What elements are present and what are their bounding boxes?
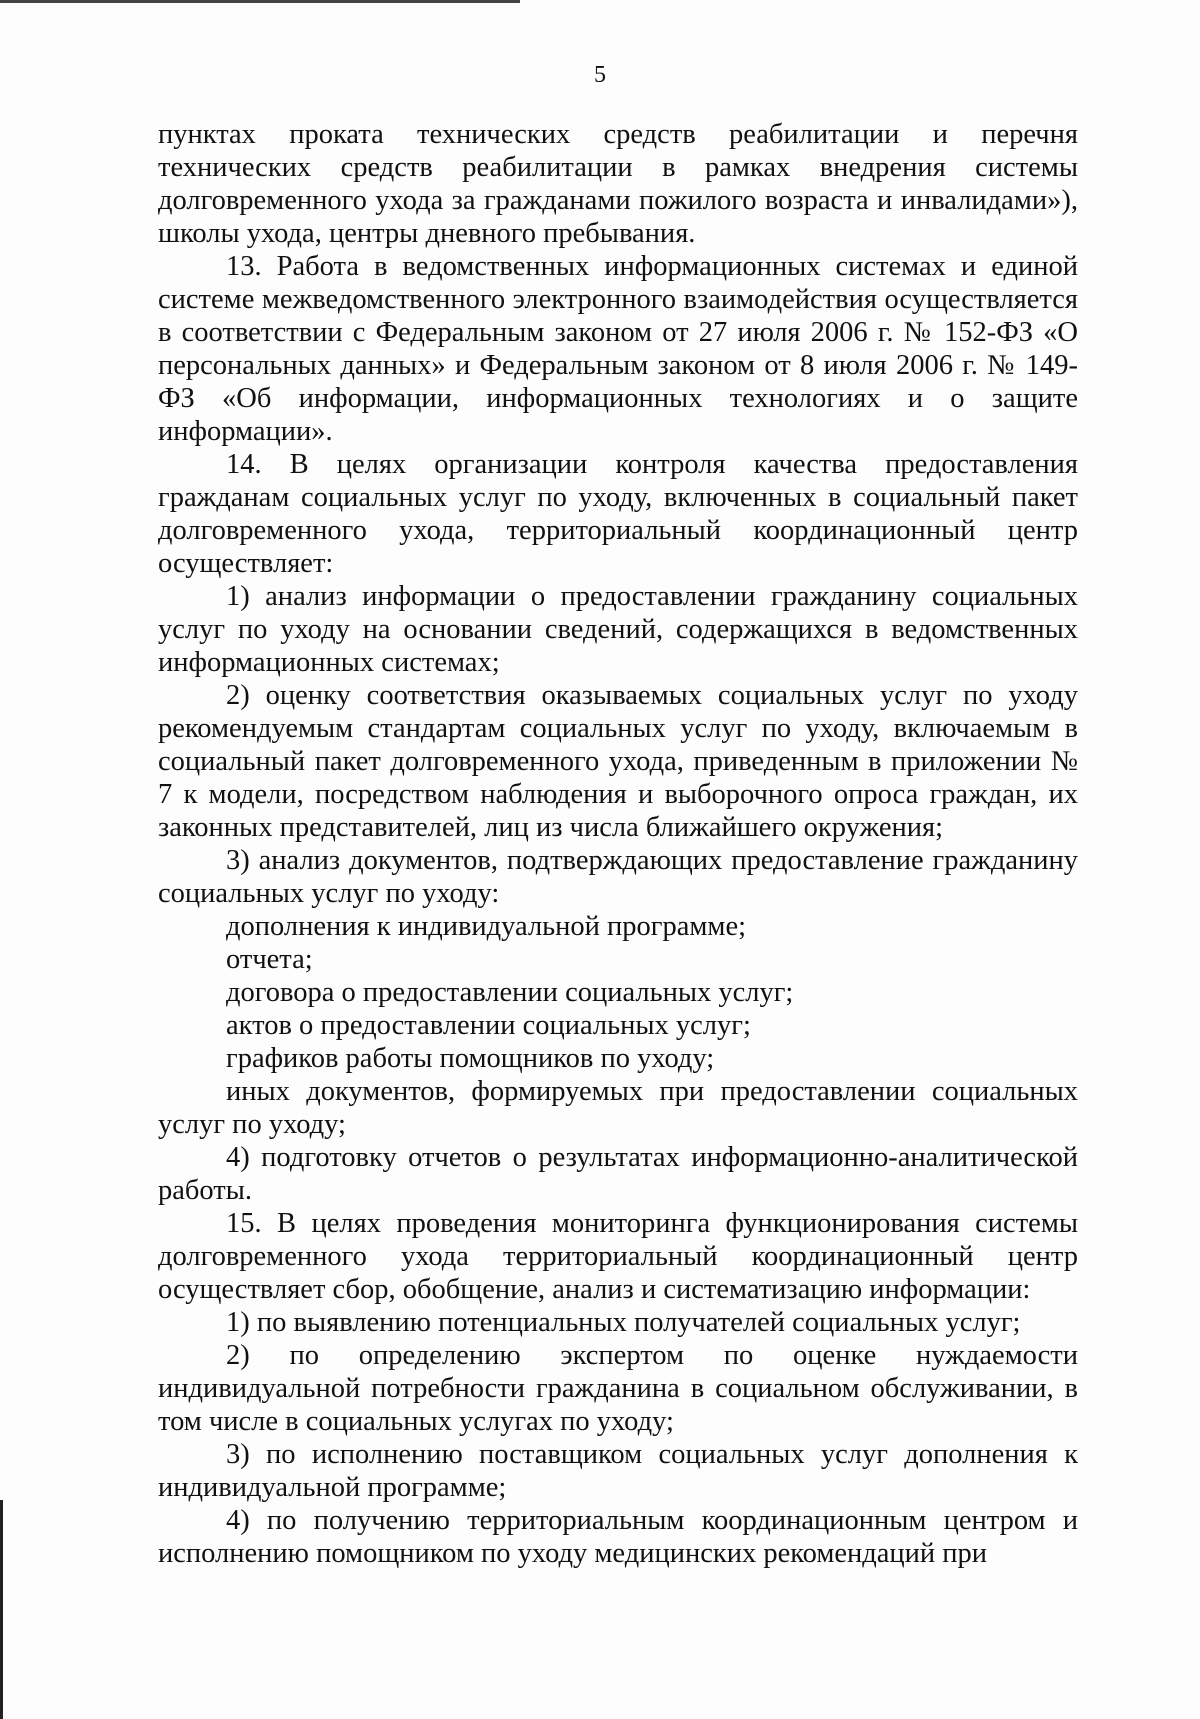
paragraph: 3) анализ документов, подтверждающих предоставление гражданину социальных услуг по уходу: <box>158 845 1078 909</box>
paragraph: 1) по выявлению потенциальных получателей социальных услуг; <box>226 1307 1021 1338</box>
paragraph: 2) оценку соответствия оказываемых социальных услуг по уходу рекомендуемым стандартам социальных услуг по уходу, включаемым в социальный пакет долговременного ухода, приведенным в приложении № 7 к модели, посредством наблюдения и выборочного опроса граждан, их законных представителей, лиц из числа ближайшего окружения; <box>158 680 1078 843</box>
paragraph: пунктах проката технических средств реабилитации и перечня технических средств реабилитации в рамках внедрения системы долговременного ухода за гражданами пожилого возраста и инвалидами»), школы ухода, центры дневного пребывания. <box>158 119 1078 249</box>
paragraph: 4) по получению территориальным координационным центром и исполнению помощником по уходу медицинских рекомендаций при <box>158 1505 1078 1569</box>
paragraph: 15. В целях проведения мониторинга функционирования системы долговременного ухода территориальный координационный центр осуществляет сбор, обобщение, анализ и систематизацию информации: <box>158 1208 1078 1305</box>
document-body <box>158 118 1078 1570</box>
list-item: отчета; <box>226 944 313 975</box>
list-item: дополнения к индивидуальной программе; <box>226 911 747 942</box>
paragraph: 1) анализ информации о предоставлении гражданину социальных услуг по уходу на основании сведений, содержащихся в ведомственных информационных системах; <box>158 581 1078 678</box>
scan-edge-left <box>0 1500 3 1719</box>
scan-edge-top <box>0 0 520 3</box>
paragraph: 2) по определению экспертом по оценке нуждаемости индивидуальной потребности гражданина в социальном обслуживании, в том числе в социальных услугах по уходу; <box>158 1340 1078 1437</box>
list-item: актов о предоставлении социальных услуг; <box>226 1010 751 1041</box>
list-item: графиков работы помощников по уходу; <box>226 1043 715 1074</box>
paragraph: иных документов, формируемых при предоставлении социальных услуг по уходу; <box>158 1076 1078 1140</box>
list-item: договора о предоставлении социальных услуг; <box>226 977 794 1008</box>
paragraph: 3) по исполнению поставщиком социальных услуг дополнения к индивидуальной программе; <box>158 1439 1078 1503</box>
paragraph: 14. В целях организации контроля качества предоставления гражданам социальных услуг по уходу, включенных в социальный пакет долговременного ухода, территориальный координационный центр осуществляет: <box>158 449 1078 579</box>
paragraph: 13. Работа в ведомственных информационных системах и единой системе межведомственного электронного взаимодействия осуществляется в соответствии с Федеральным законом от 27 июля 2006 г. № 152-ФЗ «О персональных данных» и Федеральным законом от 8 июля 2006 г. № 149-ФЗ «Об информации, информационных технологиях и о защите информации». <box>158 251 1078 447</box>
page-number: 5 <box>594 62 606 88</box>
paragraph: 4) подготовку отчетов о результатах информационно-аналитической работы. <box>158 1142 1078 1206</box>
